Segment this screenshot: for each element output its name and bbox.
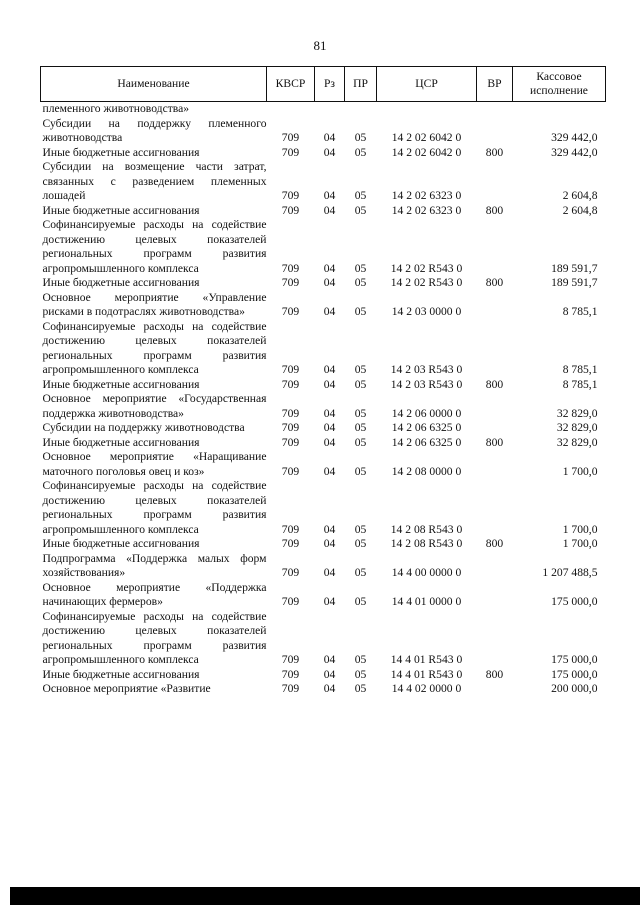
cell-pr: 05 bbox=[354, 276, 367, 289]
cell-vr bbox=[477, 218, 513, 276]
table-row bbox=[41, 450, 606, 479]
cell-pr: 05 bbox=[354, 566, 367, 579]
cell-rz: 04 bbox=[323, 131, 336, 144]
cell-pr: 05 bbox=[354, 537, 367, 550]
cell-vr bbox=[477, 421, 513, 436]
cell-csr: 14 2 02 R543 0 bbox=[390, 276, 463, 289]
cell-vr bbox=[477, 450, 513, 479]
table-row bbox=[41, 479, 606, 537]
cell-pr: 05 bbox=[354, 189, 367, 202]
cell-kvsr: 709 bbox=[281, 305, 300, 318]
cell-name: Софинансируемые расходы на содействие достижению целевых показателей региональных программ развития агропромышленного комплекса bbox=[42, 218, 267, 275]
cell-rz: 04 bbox=[323, 667, 336, 681]
cell-rz: 04 bbox=[323, 682, 336, 695]
cell-pr: 05 bbox=[354, 406, 367, 420]
cell-name: Иные бюджетные ассигнования bbox=[42, 435, 200, 449]
cell-csr: 14 2 03 R543 0 bbox=[390, 377, 463, 391]
cell-vr: 800 bbox=[485, 435, 504, 449]
table-row bbox=[41, 552, 606, 581]
cell-vr: 800 bbox=[485, 377, 504, 391]
cell-pr: 05 bbox=[354, 363, 367, 376]
cell-amount: 329 442,0 bbox=[551, 145, 598, 159]
cell-amount: 175 000,0 bbox=[551, 595, 598, 608]
header-name: Наименование bbox=[41, 67, 267, 102]
cell-pr: 05 bbox=[354, 421, 367, 434]
cell-csr: 14 2 03 R543 0 bbox=[390, 363, 463, 376]
cell-vr bbox=[477, 682, 513, 697]
cell-rz: 04 bbox=[323, 464, 336, 478]
cell-amount: 2 604,8 bbox=[562, 189, 598, 202]
cell-rz: 04 bbox=[323, 566, 336, 579]
cell-name: Иные бюджетные ассигнования bbox=[42, 667, 200, 681]
cell-csr: 14 2 02 6323 0 bbox=[391, 189, 462, 202]
cell-name: племенного животноводства» bbox=[42, 102, 190, 115]
cell-csr: 14 4 01 0000 0 bbox=[391, 595, 462, 608]
cell-vr bbox=[477, 581, 513, 610]
header-amount-line1: Кассовое bbox=[536, 70, 582, 83]
cell-csr: 14 2 06 0000 0 bbox=[391, 406, 462, 420]
cell-amount: 8 785,1 bbox=[562, 305, 598, 318]
cell-pr: 05 bbox=[354, 464, 367, 478]
cell-kvsr: 709 bbox=[281, 435, 300, 449]
cell-kvsr: 709 bbox=[281, 145, 300, 159]
budget-table bbox=[40, 66, 606, 697]
cell-name: Подпрограмма «Поддержка малых форм хозяйствования» bbox=[42, 551, 267, 579]
cell-name: Основное мероприятие «Развитие bbox=[42, 682, 211, 695]
cell-pr bbox=[345, 102, 377, 117]
table-row bbox=[41, 610, 606, 668]
cell-csr: 14 2 08 R543 0 bbox=[390, 522, 463, 536]
cell-kvsr: 709 bbox=[281, 406, 300, 420]
header-amount bbox=[513, 67, 606, 102]
header-rz: Рз bbox=[315, 67, 345, 102]
cell-name: Иные бюджетные ассигнования bbox=[42, 145, 200, 159]
cell-name: Софинансируемые расходы на содействие достижению целевых показателей региональных программ развития агропромышленного комплекса bbox=[42, 609, 267, 666]
cell-rz: 04 bbox=[323, 406, 336, 420]
cell-kvsr: 709 bbox=[281, 595, 300, 608]
page-number: 81 bbox=[313, 38, 327, 53]
cell-kvsr: 709 bbox=[281, 131, 300, 144]
table-body bbox=[41, 102, 606, 697]
cell-amount: 1 700,0 bbox=[562, 537, 598, 550]
header-csr: ЦСР bbox=[377, 67, 477, 102]
table-row bbox=[41, 102, 606, 117]
cell-kvsr bbox=[267, 102, 315, 117]
table-row bbox=[41, 436, 606, 451]
cell-name: Иные бюджетные ассигнования bbox=[42, 377, 200, 391]
table-row bbox=[41, 392, 606, 421]
cell-rz: 04 bbox=[323, 435, 336, 449]
cell-amount bbox=[513, 102, 606, 117]
cell-amount: 8 785,1 bbox=[562, 363, 598, 376]
cell-vr: 800 bbox=[485, 537, 504, 550]
cell-amount: 1 700,0 bbox=[562, 522, 598, 536]
cell-rz bbox=[315, 102, 345, 117]
cell-csr: 14 2 03 0000 0 bbox=[391, 305, 462, 318]
cell-name: Софинансируемые расходы на содействие достижению целевых показателей региональных программ развития агропромышленного комплекса bbox=[42, 319, 267, 376]
cell-name: Иные бюджетные ассигнования bbox=[42, 537, 200, 550]
cell-vr bbox=[477, 102, 513, 117]
table-row bbox=[41, 421, 606, 436]
table-header bbox=[41, 67, 606, 102]
header-vr: ВР bbox=[477, 67, 513, 102]
cell-vr bbox=[477, 610, 513, 668]
table-row bbox=[41, 146, 606, 161]
cell-csr: 14 2 06 6325 0 bbox=[391, 435, 462, 449]
cell-rz: 04 bbox=[323, 305, 336, 318]
cell-name: Основное мероприятие «Поддержка начинающих фермеров» bbox=[42, 580, 267, 608]
cell-name: Основное мероприятие «Государственная поддержка животноводства» bbox=[42, 392, 267, 420]
table-row bbox=[41, 276, 606, 291]
cell-name: Субсидии на поддержку животноводства bbox=[42, 421, 245, 434]
cell-amount: 2 604,8 bbox=[562, 203, 598, 217]
cell-kvsr: 709 bbox=[281, 682, 300, 695]
cell-name: Иные бюджетные ассигнования bbox=[42, 203, 200, 217]
cell-vr bbox=[477, 392, 513, 421]
cell-pr: 05 bbox=[354, 667, 367, 681]
cell-rz: 04 bbox=[323, 189, 336, 202]
cell-amount: 329 442,0 bbox=[551, 131, 598, 144]
cell-amount: 8 785,1 bbox=[562, 377, 598, 391]
cell-pr: 05 bbox=[354, 145, 367, 159]
cell-name: Основное мероприятие «Управление рисками в подотраслях животноводства» bbox=[42, 290, 267, 318]
cell-kvsr: 709 bbox=[281, 566, 300, 579]
cell-amount: 32 829,0 bbox=[556, 421, 598, 434]
header-amount-line2: исполнение bbox=[530, 84, 588, 97]
cell-vr bbox=[477, 552, 513, 581]
cell-amount: 32 829,0 bbox=[556, 435, 598, 449]
cell-kvsr: 709 bbox=[281, 377, 300, 391]
table-row bbox=[41, 117, 606, 146]
cell-pr: 05 bbox=[354, 435, 367, 449]
cell-rz: 04 bbox=[323, 276, 336, 289]
cell-csr: 14 2 06 6325 0 bbox=[391, 421, 462, 434]
cell-kvsr: 709 bbox=[281, 653, 300, 666]
table-row bbox=[41, 668, 606, 683]
cell-amount: 32 829,0 bbox=[556, 406, 598, 420]
cell-amount: 1 207 488,5 bbox=[542, 566, 598, 579]
cell-rz: 04 bbox=[323, 261, 336, 275]
cell-vr: 800 bbox=[485, 203, 504, 217]
cell-csr: 14 2 02 6042 0 bbox=[391, 131, 462, 144]
cell-amount: 189 591,7 bbox=[551, 261, 598, 275]
cell-csr: 14 4 02 0000 0 bbox=[391, 682, 462, 695]
scan-edge-bar bbox=[10, 887, 640, 905]
cell-vr bbox=[477, 479, 513, 537]
cell-name: Софинансируемые расходы на содействие достижению целевых показателей региональных программ развития агропромышленного комплекса bbox=[42, 479, 267, 536]
cell-pr: 05 bbox=[354, 203, 367, 217]
cell-kvsr: 709 bbox=[281, 189, 300, 202]
cell-csr: 14 4 00 0000 0 bbox=[391, 566, 462, 579]
cell-rz: 04 bbox=[323, 363, 336, 376]
cell-pr: 05 bbox=[354, 261, 367, 275]
table-row bbox=[41, 378, 606, 393]
header-kvsr: КВСР bbox=[267, 67, 315, 102]
cell-vr bbox=[477, 117, 513, 146]
cell-pr: 05 bbox=[354, 522, 367, 536]
cell-vr: 800 bbox=[485, 145, 504, 159]
cell-csr: 14 4 01 R543 0 bbox=[390, 653, 463, 666]
cell-rz: 04 bbox=[323, 537, 336, 550]
table-row bbox=[41, 160, 606, 204]
header-pr: ПР bbox=[345, 67, 377, 102]
cell-vr: 800 bbox=[485, 276, 504, 289]
cell-vr bbox=[477, 320, 513, 378]
table-row bbox=[41, 320, 606, 378]
cell-kvsr: 709 bbox=[281, 276, 300, 289]
cell-csr: 14 2 08 R543 0 bbox=[390, 537, 463, 550]
cell-pr: 05 bbox=[354, 653, 367, 666]
cell-vr bbox=[477, 291, 513, 320]
cell-rz: 04 bbox=[323, 595, 336, 608]
cell-kvsr: 709 bbox=[281, 203, 300, 217]
cell-pr: 05 bbox=[354, 377, 367, 391]
cell-csr: 14 4 01 R543 0 bbox=[390, 667, 463, 681]
cell-csr bbox=[377, 102, 477, 117]
cell-kvsr: 709 bbox=[281, 363, 300, 376]
cell-kvsr: 709 bbox=[281, 464, 300, 478]
cell-kvsr: 709 bbox=[281, 421, 300, 434]
cell-name: Иные бюджетные ассигнования bbox=[42, 276, 200, 289]
table-row bbox=[41, 537, 606, 552]
cell-rz: 04 bbox=[323, 377, 336, 391]
cell-pr: 05 bbox=[354, 305, 367, 318]
cell-rz: 04 bbox=[323, 653, 336, 666]
cell-rz: 04 bbox=[323, 145, 336, 159]
cell-pr: 05 bbox=[354, 595, 367, 608]
table-row bbox=[41, 682, 606, 697]
cell-csr: 14 2 02 6042 0 bbox=[391, 145, 462, 159]
cell-rz: 04 bbox=[323, 522, 336, 536]
cell-amount: 189 591,7 bbox=[551, 276, 598, 289]
table-row bbox=[41, 204, 606, 219]
cell-kvsr: 709 bbox=[281, 261, 300, 275]
cell-rz: 04 bbox=[323, 203, 336, 217]
cell-amount: 1 700,0 bbox=[562, 464, 598, 478]
cell-name: Основное мероприятие «Наращивание маточного поголовья овец и коз» bbox=[42, 450, 267, 478]
cell-vr: 800 bbox=[485, 667, 504, 681]
cell-csr: 14 2 02 6323 0 bbox=[391, 203, 462, 217]
table-row bbox=[41, 291, 606, 320]
cell-amount: 175 000,0 bbox=[551, 667, 598, 681]
cell-csr: 14 2 08 0000 0 bbox=[391, 464, 462, 478]
cell-csr: 14 2 02 R543 0 bbox=[390, 261, 463, 275]
cell-rz: 04 bbox=[323, 421, 336, 434]
cell-name: Субсидии на возмещение части затрат, связанных с разведением племенных лошадей bbox=[42, 160, 267, 202]
cell-kvsr: 709 bbox=[281, 667, 300, 681]
cell-kvsr: 709 bbox=[281, 522, 300, 536]
cell-pr: 05 bbox=[354, 682, 367, 695]
cell-vr bbox=[477, 160, 513, 204]
cell-name: Субсидии на поддержку племенного животноводства bbox=[42, 116, 267, 144]
cell-amount: 200 000,0 bbox=[551, 682, 598, 695]
table-row bbox=[41, 581, 606, 610]
cell-pr: 05 bbox=[354, 131, 367, 144]
table-row bbox=[41, 218, 606, 276]
cell-amount: 175 000,0 bbox=[551, 653, 598, 666]
cell-kvsr: 709 bbox=[281, 537, 300, 550]
